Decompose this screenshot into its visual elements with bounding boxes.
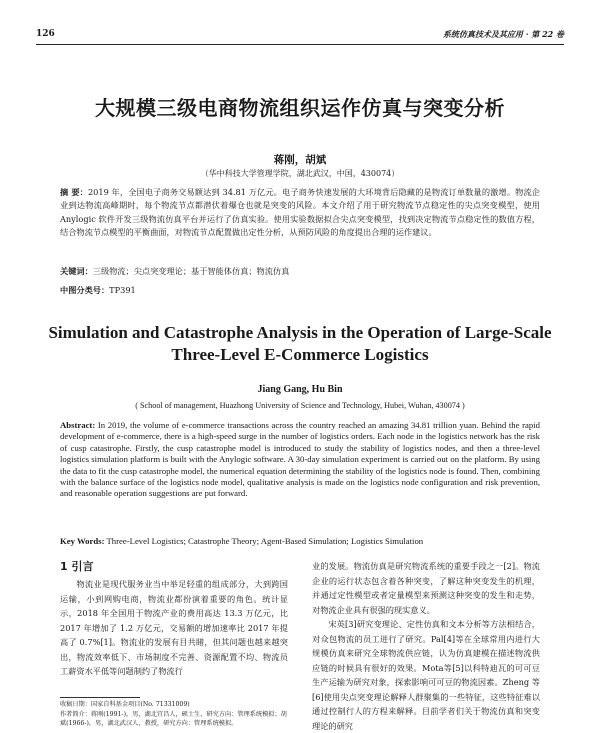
affiliation-english: ( School of management, Huazhong University of Science and Technology, Hubei, Wuhan, 430074 ) <box>135 401 465 410</box>
header-rule <box>36 44 564 45</box>
title-english-line1: Simulation and Catastrophe Analysis in the Operation of Large-Scale <box>48 323 552 342</box>
keywords-label-en: Key Words: <box>60 536 105 546</box>
abstract-english <box>60 420 540 500</box>
authors-english: Jiang Gang, Hu Bin <box>257 384 343 395</box>
keywords-chinese <box>60 266 540 277</box>
classification-label-cn: 中图分类号： <box>60 285 110 295</box>
classification-text-cn: TP391 <box>109 285 136 295</box>
title-english <box>0 322 600 366</box>
abstract-label-cn: 摘 要： <box>60 187 88 197</box>
section-title-introduction: 1 引言 <box>60 560 94 573</box>
footnote-rule <box>60 697 140 698</box>
page-number: 126 <box>36 29 55 39</box>
keywords-label-cn: 关键词： <box>60 266 93 276</box>
footnote <box>60 700 288 729</box>
abstract-text-en: In 2019, the volume of e-commerce transactions across the country reached an amazing 34.81 trillion yuan. Behind the rapid development of e-commerce, there is a high-speed surge in the number of logistics orders. Each node in the logistics network has the risk of cusp catastrophe. Firstly, the cusp catastrophe model is introduced to study the stability of logistics nodes, and then a three-level logistics simulation platform is built with the Anylogic software. A 30-day simulation experiment is carried out on the platform. By using the data to fit the cusp catastrophe model, the numerical equation determining the stability of the logistics node is found. Then, combining with the balance surface of the logistics node model, qualitative analysis is made on the logistics node configuration and risk prevention, and reasonable operation suggestions are put forward. <box>60 420 541 499</box>
keywords-text-cn: 三级物流；尖点突变理论；基于智能体仿真；物流仿真 <box>92 266 290 276</box>
footnote-author: 作者简介：蒋刚(1991-)，男，湖北宜昌人，硕士生，研究方向：管理系统模拟；胡斌(1966-)，男，湖北武汉人，教授，研究方向：管理系统模拟。 <box>60 710 287 727</box>
footnote-fund: 收稿日期：国家自科基金项目(No. 71331009) <box>60 701 190 708</box>
abstract-label-en: Abstract: <box>60 420 96 430</box>
authors-chinese: 蒋刚，胡斌 <box>273 154 327 166</box>
keywords-text-en: Three-Level Logistics; Catastrophe Theory; Agent-Based Simulation; Logistics Simulation <box>106 536 424 546</box>
title-english-line2: Three-Level E-Commerce Logistics <box>171 345 429 364</box>
abstract-text-cn: 2019 年，全国电子商务交易额达到 34.81 万亿元。电子商务快速发展的大环境背后隐藏的是物流订单数量的激增。物流企业到达物流高峰期时，每个物流节点都潜伏着爆仓也就是突变的风险。本文介绍了用于研究物流节点稳定性的尖点突变模型，使用 Anylogic 软件开发三级物流仿真平台并运行了仿真实验。使用实验数据拟合尖点突变模型，找到决定物流节点稳定性的数值方程，结合物流节点模型的平衡曲面，对物流节点配置做出定性分析，从预防风险的角度提出合理的运作建议。 <box>60 187 540 238</box>
journal-running-header: 系统仿真技术及其应用 · 第 22 卷 <box>442 29 564 39</box>
abstract-chinese <box>60 186 540 240</box>
title-chinese: 大规模三级电商物流组织运作仿真与突变分析 <box>95 96 505 120</box>
affiliation-chinese: （华中科技大学管理学院，湖北武汉，中国，430074） <box>200 169 400 178</box>
keywords-english <box>60 536 540 546</box>
body-paragraph: 业的发展。物流仿真是研究物流系统的重要手段之一[2]。物流企业的运行状态包含着各种突变，了解这种突变发生的机理，并通过定性模型或者定量模型来预测这种突变的发生和走势，对物流企业具有很强的现实意义。 <box>312 561 540 615</box>
classification-chinese <box>60 285 540 296</box>
body-column-right <box>312 559 540 733</box>
body-column-left: 物流业是现代服务业当中举足轻重的组成部分，大到跨国运输，小到网购电商，物流业都扮演着重要的角色。统计显示，2018 年全国用于物流产业的费用高达 13.3 万亿元，比 2017 年增加了 1.2 万亿元，交易额的增加速率比 2017 年提高了 0.7%[1]。物流业的发展有目共睹，但其问题也越来越突出，物流效率低下、市场制度不完善、资源配置不均、物流员工薪资水平低等问题制约了物流行 <box>60 579 288 676</box>
body-paragraph: 宋英[3]研究变理论、定性仿真和文本分析等方法相结合，对众包物流的员工进行了研究。Pal[4]等在全球常用内进行大规模仿真来研究全球物流供应链，认为仿真建模在描述物流供应链的时候具有很好的效果。Mota等[5]以科特迪瓦的可可豆生产运输为研究对象，探索影响可可豆的物流因素。Zheng 等[6]使用尖点突变理论解释人群聚集的一些特征，这些特征难以通过控制行人的方程来解释。目前学者们关于物流仿真和突变理论的研究 <box>312 619 540 731</box>
